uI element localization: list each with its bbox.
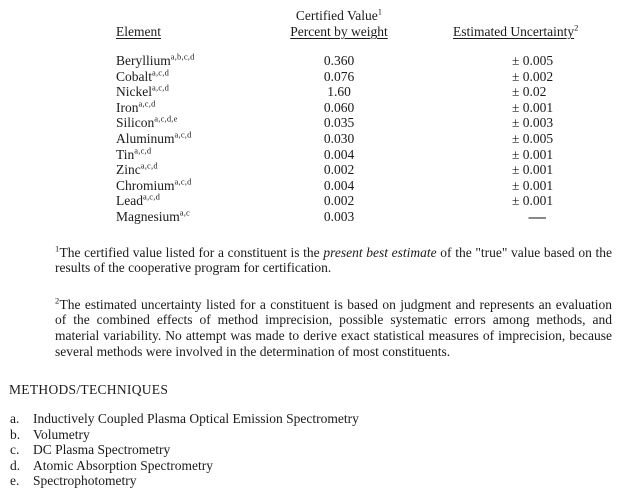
method-notes: a,c,d <box>138 98 156 109</box>
method-item-text: Inductively Coupled Plasma Optical Emission Spectrometry <box>33 411 359 427</box>
header-element: Element <box>116 24 161 39</box>
method-notes: a,c,d <box>152 82 170 93</box>
uncertainty-value: ± 0.02 <box>512 84 547 100</box>
element-name: Tin$^{a,c,d}$ <box>116 145 152 162</box>
table-row <box>112 53 627 69</box>
method-notes: a,c,d <box>174 176 192 187</box>
method-item-b <box>10 427 627 443</box>
method-item-label: d. <box>10 457 21 473</box>
methods-heading: METHODS/TECHNIQUES <box>9 382 169 398</box>
element-name: Lead$^{a,c,d}$ <box>116 191 161 209</box>
uncertainty-value: ----- <box>528 208 546 224</box>
method-item-text: DC Plasma Spectrometry <box>33 442 171 458</box>
footnote-2-text: The estimated uncertainty listed for a constituent is based on judgment and represents an evaluation of the combined effects of method imprecision, possible systematic errors among methods, and material variability. No attempt was made to derive exact statistical measures of imprecision, because several methods were involved in the determination of most constituents. <box>55 296 612 359</box>
element-name: Beryllium$^{a,b,c,d}$ <box>116 51 195 68</box>
method-item-text: Volumetry <box>33 426 90 442</box>
footnote-1-text-italic: present best estimate <box>323 244 437 260</box>
method-item-label: c. <box>10 442 20 458</box>
uncertainty-value: ± 0.001 <box>512 162 554 178</box>
method-item-a <box>10 411 627 427</box>
certified-value: 0.060 <box>323 99 355 115</box>
element-name: Nickel$^{a,c,d}$ <box>116 82 170 100</box>
method-item-label: b. <box>10 426 21 442</box>
method-item-label: e. <box>10 473 20 489</box>
footnote-2-marker: 2 <box>55 295 60 306</box>
header-percent-by-weight: Percent by weight <box>290 24 388 39</box>
footnote-ref-1: 1 <box>377 6 383 17</box>
uncertainty-value: ± 0.001 <box>512 193 554 209</box>
uncertainty-value: ± 0.001 <box>512 146 554 162</box>
certified-value: 0.002 <box>323 162 355 178</box>
method-item-label: a. <box>10 411 20 427</box>
element-name: Cobalt$^{a,c,d}$ <box>116 67 170 84</box>
table-header <box>112 8 627 40</box>
method-item-text: Spectrophotometry <box>33 473 137 489</box>
footnote-1-text-post: of the "true" value based on the results of the cooperative program for certification. <box>55 244 612 276</box>
uncertainty-value: ± 0.003 <box>512 115 554 131</box>
uncertainty-value: ± 0.005 <box>512 53 554 68</box>
certified-value: 0.360 <box>323 53 355 68</box>
certified-value: 0.002 <box>323 193 355 209</box>
certified-value: 0.004 <box>323 146 355 162</box>
table-row <box>112 84 627 100</box>
certified-values-table <box>112 0 627 225</box>
element-name: Aluminum$^{a,c,d}$ <box>116 129 192 146</box>
header-certified-value-line1: Certified Value$^1$ <box>295 6 383 23</box>
method-notes: a,c,d <box>152 67 170 78</box>
table-row <box>112 209 627 225</box>
certified-value: 0.035 <box>323 115 355 131</box>
certified-value: 1.60 <box>327 84 351 100</box>
method-item-text: Atomic Absorption Spectrometry <box>33 457 213 473</box>
table-row <box>112 69 627 85</box>
method-notes: a,b,c,d <box>170 51 195 62</box>
methods-list <box>10 411 627 489</box>
footnote-1-text-pre: The certified value listed for a constituent is the <box>59 244 324 260</box>
certified-value: 0.076 <box>323 68 355 84</box>
table-row <box>112 147 627 163</box>
table-row <box>112 131 627 147</box>
element-name: Zinc$^{a,c,d}$ <box>116 160 158 178</box>
footnote-2 <box>55 297 612 359</box>
element-name: Silicon$^{a,c,d,e}$ <box>116 113 178 131</box>
footnote-ref-2: 2 <box>574 22 579 33</box>
header-estimated-uncertainty: Estimated Uncertainty$^2$ <box>453 22 579 39</box>
footnote-1 <box>55 245 612 276</box>
certified-value: 0.004 <box>323 177 355 193</box>
method-notes: a,c,d,e <box>154 113 178 124</box>
uncertainty-value: ± 0.001 <box>512 99 554 115</box>
method-notes: a,c,d <box>134 145 152 156</box>
table-row <box>112 100 627 116</box>
method-notes: a,c,d <box>142 191 161 202</box>
method-item-e <box>10 473 627 489</box>
certified-value: 0.030 <box>323 130 355 146</box>
method-item-c <box>10 442 627 458</box>
table-row <box>112 178 627 194</box>
element-name: Chromium$^{a,c,d}$ <box>116 176 192 193</box>
method-notes: a,c,d <box>140 160 158 171</box>
method-notes: a,c <box>179 207 191 218</box>
uncertainty-value: ± 0.002 <box>512 68 554 84</box>
method-notes: a,c,d <box>174 129 192 140</box>
certified-value: 0.003 <box>323 208 355 224</box>
footnote-1-marker: 1 <box>55 243 60 254</box>
header-certified-value <box>280 8 398 40</box>
method-item-d <box>10 458 627 474</box>
uncertainty-value: ± 0.005 <box>512 130 554 146</box>
uncertainty-value: ± 0.001 <box>512 177 554 193</box>
element-name: Iron$^{a,c,d}$ <box>116 98 156 115</box>
element-name: Magnesium$^{a,c}$ <box>116 207 191 224</box>
